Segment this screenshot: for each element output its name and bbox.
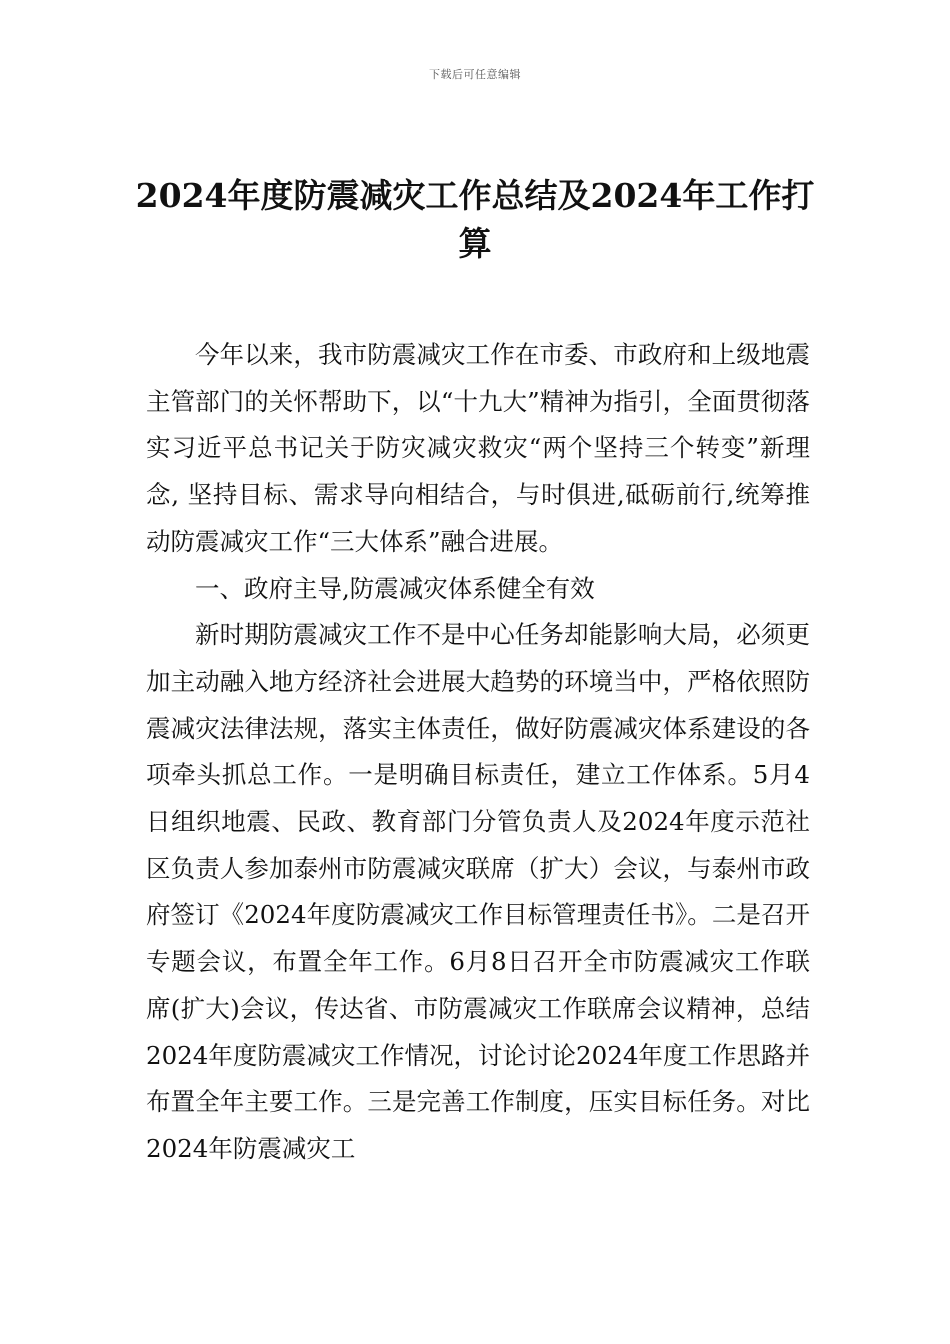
- paragraph-section-1: 新时期防震减灾工作不是中心任务却能影响大局，必须更加主动融入地方经济社会进展大趋势的环境当中，严格依照防震减灾法律法规，落实主体责任，做好防震减灾体系建设的各项牵头抓总工作。一是明确目标责任，建立工作体系。5月4日组织地震、民政、教育部门分管负责人及2024年度示范社区负责人参加泰州市防震减灾联席（扩大）会议，与泰州市政府签订《2024年度防震减灾工作目标管理责任书》。二是召开专题会议，布置全年工作。6月8日召开全市防震减灾工作联席(扩大)会议，传达省、市防震减灾工作联席会议精神，总结2024年度防震减灾工作情况，讨论讨论2024年度工作思路并布置全年主要工作。三是完善工作制度，压实目标任务。对比2024年防震减灾工: [146, 620, 810, 1163]
- document-title: 2024年度防震减灾工作总结及2024年工作打算: [135, 176, 815, 263]
- document-body: [146, 332, 810, 1173]
- paragraph-intro: 今年以来，我市防震减灾工作在市委、市政府和上级地震主管部门的关怀帮助下，以“十九大”精神为指引，全面贯彻落实习近平总书记关于防灾减灾救灾“两个坚持三个转变”新理念, 坚持目标、需求导向相结合，与时俱进,砥砺前行,统筹推动防震减灾工作“三大体系”融合进展。: [146, 340, 810, 556]
- section-heading-1: 一、政府主导,防震减灾体系健全有效: [195, 573, 595, 603]
- header-note: 下载后可任意编辑: [429, 68, 521, 81]
